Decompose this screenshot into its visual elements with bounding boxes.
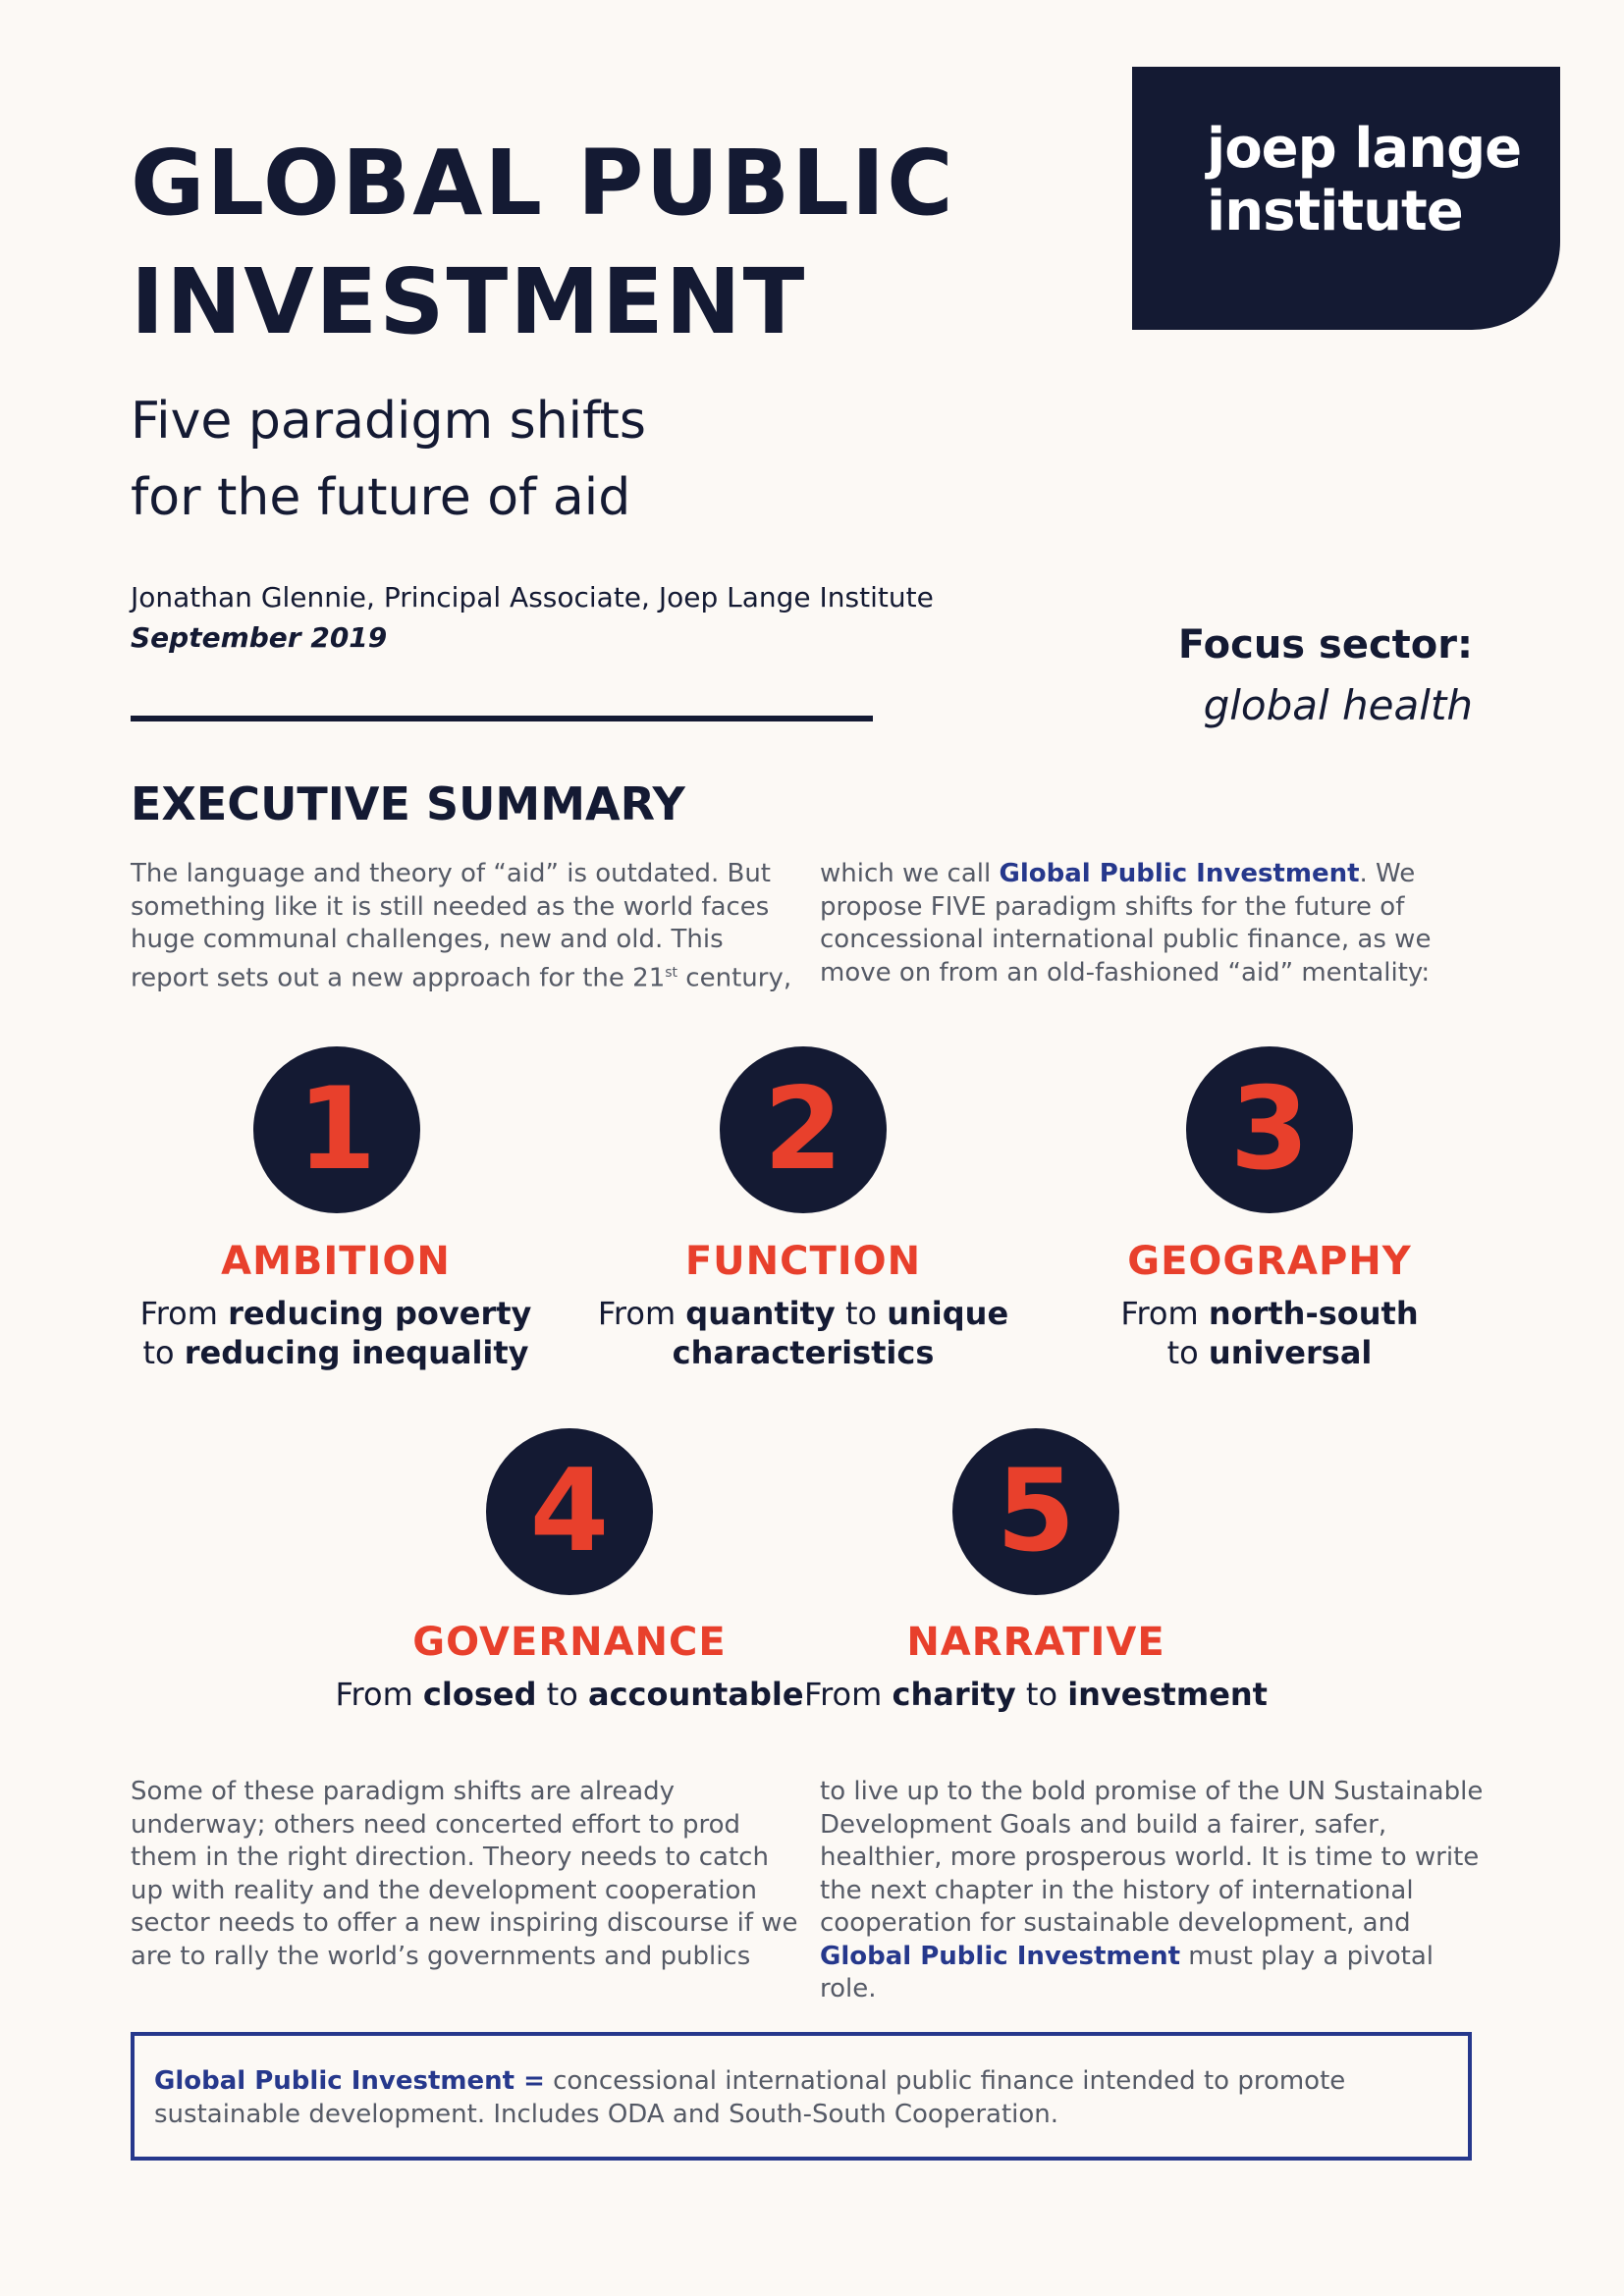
shift-3-from: north-south [1208,1295,1419,1332]
gpi-highlight-closing: Global Public Investment [820,1941,1181,1971]
shift-3-text: From [1120,1295,1209,1332]
shift-2-heading: FUNCTION [684,1239,922,1284]
shift-4-to: accountable [587,1676,804,1713]
closing-paragraph-right [820,1776,1497,2006]
definition-text [154,2065,1450,2131]
shift-3-number: 3 [1229,1063,1310,1196]
page-title [131,124,955,361]
intro-right-text-a: which we call [820,859,1000,888]
shift-5-description [790,1675,1281,1714]
shift-5-heading: NARRATIVE [906,1620,1165,1665]
shift-3-text-2: to [1166,1334,1209,1371]
author-line: Jonathan Glennie, Principal Associate, Joep Lange Institute [131,581,934,614]
shift-2-number: 2 [763,1063,843,1196]
intro-left-superscript: st [665,964,678,981]
shift-2-number-circle [720,1046,887,1213]
shift-3-number-circle [1186,1046,1353,1213]
shift-3-description [1024,1294,1515,1372]
shift-1-number-circle [253,1046,420,1213]
shift-5-number: 5 [996,1445,1076,1577]
shift-1-description [90,1294,581,1372]
shift-3-to: universal [1208,1334,1373,1371]
title-line-1: GLOBAL PUBLIC [131,131,955,236]
shift-2-to-2: characteristics [672,1334,935,1371]
title-line-2: INVESTMENT [131,249,807,354]
logo-line-1: joep lange [1207,117,1522,181]
shift-4-text-2: to [536,1676,588,1713]
shift-1-number: 1 [297,1063,377,1196]
intro-paragraph-right [820,858,1497,989]
shift-3-heading: GEOGRAPHY [1127,1239,1412,1284]
shift-5-to: investment [1067,1676,1268,1713]
shift-5-number-circle [952,1428,1119,1595]
intro-left-end: century, [677,963,792,993]
definition-box [131,2032,1472,2161]
closing-right-text-b: must play a pivotal role. [820,1941,1435,2003]
shift-4-from: closed [422,1676,537,1713]
institute-logo [1132,67,1560,330]
shift-5-from: charity [892,1676,1016,1713]
shift-2-description [558,1294,1049,1372]
publication-date: September 2019 [131,621,388,654]
logo-line-2: institute [1207,180,1463,243]
shift-1-text-2: to [142,1334,185,1371]
shift-2-text-2: to [835,1295,888,1332]
logo-text [1207,118,1521,243]
shift-4-number: 4 [529,1445,610,1577]
page-subtitle [131,383,646,536]
shift-4-description [324,1675,815,1714]
shift-1-from: reducing poverty [228,1295,532,1332]
focus-sector-label: Focus sector: [1177,622,1473,667]
shift-1-text: From [139,1295,229,1332]
intro-paragraph-left [131,858,798,995]
closing-paragraph-left: Some of these paradigm shifts are already underway; others need concerted effort to prod them in the right direction. Theory needs to catch up with reality and the development cooperation sector needs to offer a new inspiring discourse if we are to rally the world’s governments and publics [131,1777,798,1971]
subtitle-line-2: for the future of aid [131,468,631,527]
closing-right-text-a: to live up to the bold promise of the UN Sustainable Development Goals and build a fairer, safer, healthier, more prosperous world. It is time to write the next chapter in the history of international cooperation for sustainable development, and [820,1777,1484,1938]
shift-1-heading: AMBITION [221,1239,451,1284]
shift-5-text: From [804,1676,893,1713]
shift-2-text: From [597,1295,686,1332]
definition-body: concessional international public finance intended to promote sustainable development. Includes ODA and South-South Cooperation. [154,2066,1346,2129]
header-divider [131,716,873,721]
shift-4-heading: GOVERNANCE [412,1620,727,1665]
executive-summary-heading: EXECUTIVE SUMMARY [131,777,685,830]
shift-4-number-circle [486,1428,653,1595]
definition-term: Global Public Investment = [154,2066,545,2096]
shift-5-text-2: to [1015,1676,1068,1713]
focus-sector-value: global health [1203,681,1473,729]
intro-right-text-b: . We propose FIVE paradigm shifts for the future of concessional international public finance, as we move on from an old-fashioned “aid” mentality: [820,859,1432,988]
gpi-highlight: Global Public Investment [999,859,1360,888]
shift-2-to: unique [887,1295,1009,1332]
shift-2-from: quantity [685,1295,836,1332]
subtitle-line-1: Five paradigm shifts [131,392,647,451]
shift-4-text: From [335,1676,423,1713]
shift-1-to: reducing inequality [184,1334,529,1371]
intro-left-text: The language and theory of “aid” is outdated. But something like it is still needed as the world faces huge communal challenges, new and old. This report sets out a new approach for the 21 [131,859,772,993]
